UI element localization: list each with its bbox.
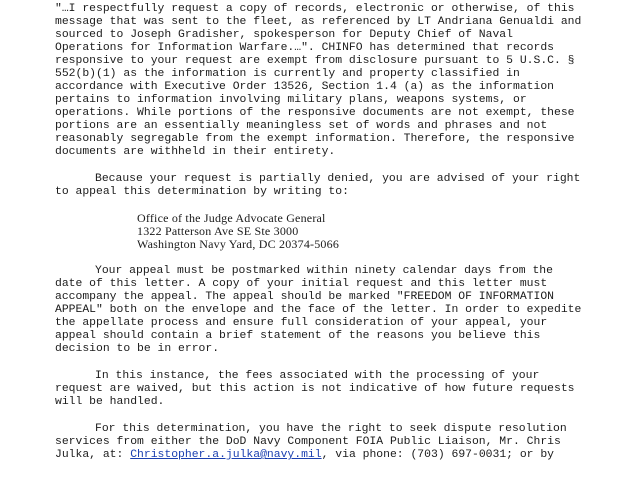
text-line: For this determination, you have the right to seek dispute resolution: [95, 423, 567, 435]
text-line: accordance with Executive Order 13526, Section 1.4 (a) as the information: [55, 81, 554, 93]
text-line: message that was sent to the fleet, as referenced by LT Andriana Genualdi and: [55, 16, 582, 28]
text-line: documents are withheld in their entirety.: [55, 146, 336, 158]
email-link[interactable]: Christopher.a.julka@navy.mil: [130, 449, 322, 461]
text-line-with-email: [55, 449, 554, 462]
text-line: services from either the DoD Navy Component FOIA Public Liaison, Mr. Chris: [55, 436, 561, 448]
text-line: will be handled.: [55, 396, 165, 408]
text-line: decision to be in error.: [55, 343, 220, 355]
text-line: sourced to Joseph Gradisher, spokesperson for Deputy Chief of Naval: [55, 29, 513, 41]
text-line: "…I respectfully request a copy of records, electronic or otherwise, of this: [55, 3, 575, 15]
text-line: accompany the appeal. The appeal should be marked "FREEDOM OF INFORMATION: [55, 291, 554, 303]
text-line: portions are an essentially meaningless set of words and phrases and not: [55, 120, 548, 132]
text-line: to appeal this determination by writing to:: [55, 186, 349, 198]
text-line: 552(b)(1) as the information is currently and property classified in: [55, 68, 520, 80]
text-line: request are waived, but this action is not indicative of how future requests: [55, 383, 575, 395]
text-fragment: , via phone: (703) 697-0031; or by: [321, 449, 555, 461]
text-line: In this instance, the fees associated with the processing of your: [95, 370, 540, 382]
address-line: Washington Navy Yard, DC 20374-5066: [137, 237, 340, 251]
text-line: Because your request is partially denied, you are advised of your right: [95, 173, 581, 185]
text-line: date of this letter. A copy of your initial request and this letter must: [55, 278, 548, 290]
text-line: Your appeal must be postmarked within ninety calendar days from the: [95, 265, 553, 277]
text-line: APPEAL" both on the envelope and the face of the letter. In order to expedite: [55, 304, 582, 316]
text-line: operations. While portions of the responsive documents are not exempt, these: [55, 107, 575, 119]
address-line: Office of the Judge Advocate General: [137, 211, 326, 225]
text-line: the appellate process and ensure full consideration of your appeal, your: [55, 317, 548, 329]
text-fragment: Julka, at:: [55, 449, 131, 461]
text-line: reasonably segregable from the exempt information. Therefore, the responsive: [55, 133, 575, 145]
text-line: responsive to your request are exempt from disclosure pursuant to 5 U.S.C. §: [55, 55, 575, 67]
text-line: pertains to information involving military plans, weapons systems, or: [55, 94, 527, 106]
address-line: 1322 Patterson Ave SE Ste 3000: [137, 224, 299, 238]
text-line: appeal should contain a brief statement of the reasons you believe this: [55, 330, 541, 342]
text-line: Operations for Information Warfare.…". CHINFO has determined that records: [55, 42, 554, 54]
